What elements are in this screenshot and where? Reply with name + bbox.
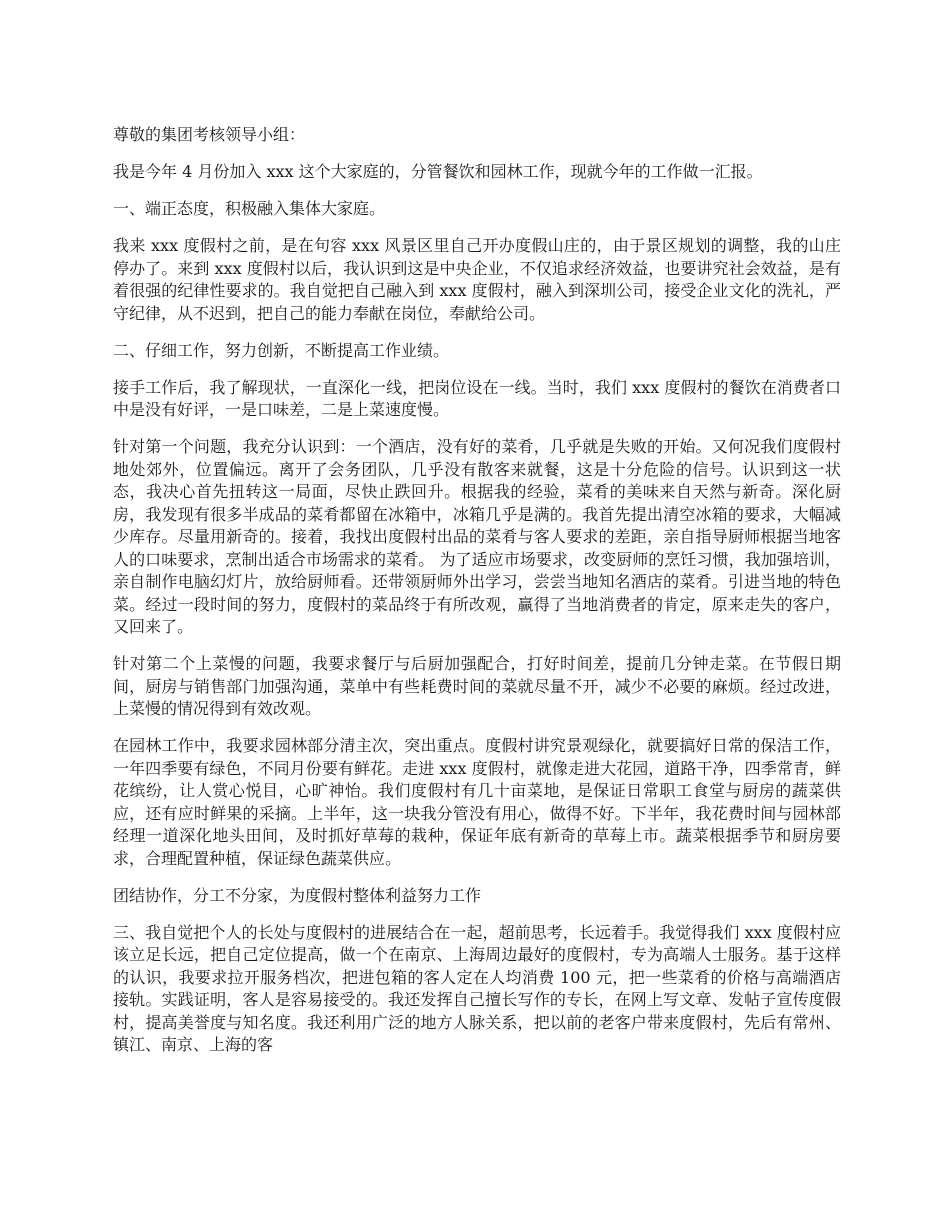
- body-paragraph: 针对第二个上菜慢的问题，我要求餐厅与后厨加强配合，打好时间差，提前几分钟走菜。在节假日期间，厨房与销售部门加强沟通，菜单中有些耗费时间的菜就尽量不开，减少不必要的麻烦。经过改进，上菜慢的情况得到有效改观。: [113, 654, 841, 718]
- body-paragraph: 我来 xxx 度假村之前，是在句容 xxx 风景区里自己开办度假山庄的，由于景区规划的调整，我的山庄停办了。来到 xxx 度假村以后，我认识到这是中央企业，不仅追求经济效益，也要讲究社会效益，是有着很强的纪律性要求的。我自觉把自己融入到 xxx 度假村，融入到深圳公司，接受企业文化的洗礼，严守纪律，从不迟到，把自己的能力奉献在岗位，奉献给公司。: [113, 236, 841, 323]
- section-heading-3: 三、我自觉把个人的长处与度假村的进展结合在一起，超前思考，长远着手。我觉得我们 xxx 度假村应该立足长远，把自己定位提高，做一个在南京、上海周边最好的度假村，专为高端人士服务。基于这样的认识，我要求拉开服务档次，把进包箱的客人定在人均消费 100 元，把一些菜肴的价格与高端酒店接轨。实践证明，客人是容易接受的。我还发挥自己擅长写作的专长，在网上写文章、发帖子宣传度假村，提高美誉度与知名度。我还利用广泛的地方人脉关系，把以前的老客户带来度假村，先后有常州、镇江、南京、上海的客: [113, 922, 841, 1054]
- section-heading-2: 二、仔细工作，努力创新，不断提高工作业绩。: [113, 340, 450, 360]
- subheading: 团结协作，分工不分家，为度假村整体利益努力工作: [113, 885, 482, 905]
- section-heading-1: 一、端正态度，积极融入集体大家庭。: [113, 199, 386, 218]
- body-paragraph: 接手工作后，我了解现状，一直深化一线，把岗位设在一线。当时，我们 xxx 度假村的餐饮在消费者口中是没有好评，一是口味差，二是上菜速度慢。: [113, 377, 841, 419]
- document-body: [113, 124, 841, 1071]
- body-paragraph: 在园林工作中，我要求园林部分清主次，突出重点。度假村讲究景观绿化，就要搞好日常的保洁工作，一年四季要有绿色，不同月份要有鲜花。走进 xxx 度假村，就像走进大花园，道路干净，四季常青，鲜花缤纷，让人赏心悦目，心旷神怡。我们度假村有几十亩菜地，是保证日常职工食堂与厨房的蔬菜供应，还有应时鲜果的采摘。上半年，这一块我分管没有用心，做得不好。下半年，我花费时间与园林部经理一道深化地头田间，及时抓好草莓的栽种，保证年底有新奇的草莓上市。蔬菜根据季节和厨房要求，合理配置种植，保证绿色蔬菜供应。: [113, 736, 841, 868]
- intro-paragraph: 我是今年 4 月份加入 xxx 这个大家庭的，分管餐饮和园林工作，现就今年的工作做一汇报。: [113, 162, 763, 181]
- body-paragraph: 针对第一个问题，我充分认识到：一个酒店，没有好的菜肴，几乎就是失败的开始。又何况我们度假村地处郊外，位置偏远。离开了会务团队，几乎没有散客来就餐，这是十分危险的信号。认识到这一状态，我决心首先扭转这一局面，尽快止跌回升。根据我的经验，菜肴的美味来自天然与新奇。深化厨房，我发现有很多半成品的菜肴都留在冰箱中，冰箱几乎是满的。我首先提出清空冰箱的要求，大幅减少库存。尽量用新奇的。接着，我找出度假村出品的菜肴与客人要求的差距，亲自指导厨师根据当地客人的口味要求，烹制出适合市场需求的菜肴。 为了适应市场要求，改变厨师的烹饪习惯，我加强培训，亲自制作电脑幻灯片，放给厨师看。还带领厨师外出学习，尝尝当地知名酒店的菜肴。引进当地的特色菜。经过一段时间的努力，度假村的菜品终于有所改观，赢得了当地消费者的肯定，原来走失的客户，又回来了。: [113, 437, 841, 636]
- salutation: 尊敬的集团考核领导小组：: [113, 125, 306, 144]
